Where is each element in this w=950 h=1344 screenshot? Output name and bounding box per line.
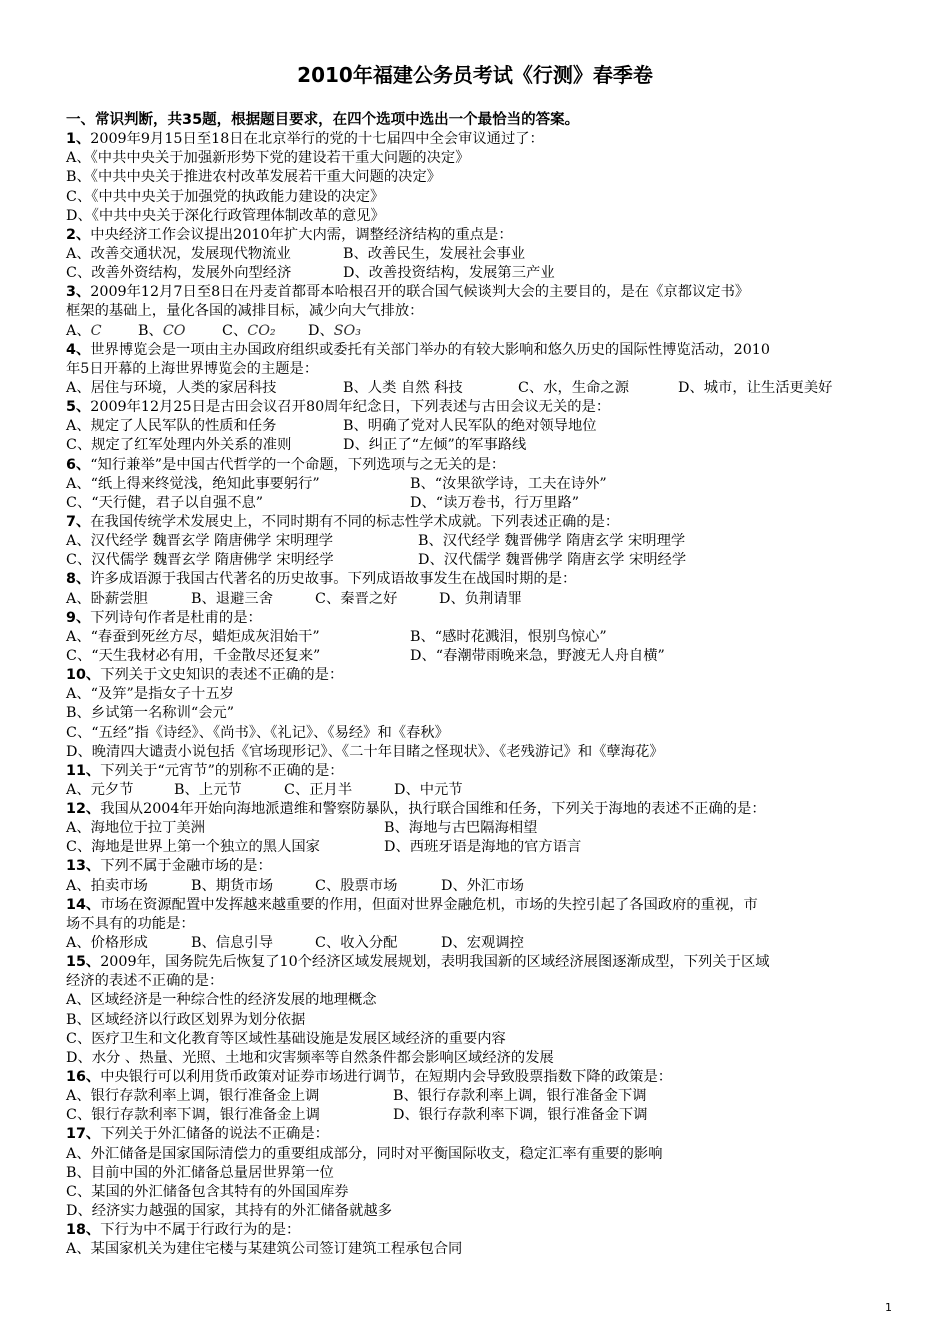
page-number: 1	[885, 1301, 892, 1314]
option: A、《中共中央关于加强新形势下党的建设若干重大问题的决定》	[66, 150, 470, 167]
question-number: 9、	[66, 609, 91, 626]
option: D、改善投资结构，发展第三产业	[343, 265, 555, 282]
option: B、改善民生，发展社会事业	[343, 245, 526, 262]
option: C、“五经”指《诗经》、《尚书》、《礼记》、《易经》和《春秋》	[66, 724, 449, 741]
chem-formula: CO	[162, 322, 186, 339]
question-stem: 15、2009年，国务院先后恢复了10个经济区域发展规划，表明我国新的区域经济展图逐渐成型，下列关于区域	[66, 954, 770, 971]
option: C、CO₂	[222, 322, 276, 339]
question-stem: 5、2009年12月25日是古田会议召开80周年纪念日，下列表述与古田会议无关的是：	[66, 399, 611, 416]
option: D、“春潮带雨晚来急，野渡无人舟自横”	[410, 647, 665, 664]
question-number: 7、	[66, 513, 91, 530]
option: C、收入分配	[315, 935, 398, 952]
option: B、银行存款利率上调，银行准备金下调	[393, 1088, 647, 1105]
option: D、西班牙语是海地的官方语言	[384, 839, 582, 856]
question-stem: 11、下列关于“元宵节”的别称不正确的是：	[66, 762, 344, 779]
question-stem: 9、下列诗句作者是杜甫的是：	[66, 609, 262, 626]
question-number: 2、	[66, 226, 91, 243]
option: A、区域经济是一种综合性的经济发展的地理概念	[66, 992, 377, 1009]
option: B、海地与古巴隔海相望	[384, 820, 538, 837]
option: B、上元节	[174, 781, 242, 798]
question-number: 4、	[66, 341, 91, 358]
option: A、C	[66, 322, 102, 339]
option-row	[66, 628, 888, 647]
question-stem-cont: 场不具有的功能是：	[66, 915, 195, 932]
option: C、某国的外汇储备包含其特有的外国国库券	[66, 1183, 349, 1200]
question-list	[66, 111, 888, 1259]
option: B、CO	[138, 322, 186, 339]
question-number: 1、	[66, 131, 91, 148]
option: B、人类 自然 科技	[343, 379, 463, 396]
option-row	[66, 551, 888, 570]
option: C、秦晋之好	[315, 590, 398, 607]
option: B、明确了党对人民军队的绝对领导地位	[343, 418, 597, 435]
question-stem: 3、2009年12月7日至8日在丹麦首都哥本哈根召开的联合国气候谈判大会的主要目的，是在《京都议定书》	[66, 284, 750, 301]
option: A、海地位于拉丁美洲	[66, 820, 205, 837]
option-row	[66, 475, 888, 494]
option: A、规定了人民军队的性质和任务	[66, 418, 277, 435]
option: C、“天行健，君子以自强不息”	[66, 494, 264, 511]
option: A、卧薪尝胆	[66, 590, 148, 607]
option: B、期货市场	[191, 877, 273, 894]
question-stem: 6、“知行兼举”是中国古代哲学的一个命题，下列选项与之无关的是：	[66, 456, 506, 473]
option: C、规定了红军处理内外关系的准则	[66, 437, 292, 454]
question-stem: 7、在我国传统学术发展史上，不同时期有不同的标志性学术成就。下列表述正确的是：	[66, 513, 620, 530]
chem-formula: CO₂	[247, 322, 276, 339]
question-number: 3、	[66, 284, 91, 301]
question-stem-cont: 年5日开幕的上海世界博览会的主题是：	[66, 360, 319, 377]
option: A、价格形成	[66, 935, 148, 952]
question-stem: 16、中央银行可以利用货币政策对证券市场进行调节，在短期内会导致股票指数下降的政策是：	[66, 1069, 673, 1086]
option: A、“及笄”是指女子十五岁	[66, 686, 234, 703]
question-stem: 1、2009年9月15日至18日在北京举行的党的十七届四中全会审议通过了：	[66, 131, 544, 148]
question-stem: 10、下列关于文史知识的表述不正确的是：	[66, 667, 344, 684]
question-stem-cont: 框架的基础上，量化各国的减排目标，减少向大气排放：	[66, 303, 424, 320]
section-header: 一、常识判断，共35题，根据题目要求，在四个选项中选出一个最恰当的答案。	[66, 112, 580, 128]
option: A、某国家机关为建住宅楼与某建筑公司签订建筑工程承包合同	[66, 1241, 463, 1258]
option-row	[66, 934, 888, 953]
question-number: 13、	[66, 858, 101, 875]
option: C、“天生我材必有用，千金散尽还复来”	[66, 647, 321, 664]
question-number: 12、	[66, 801, 101, 818]
option: A、汉代经学 魏晋玄学 隋唐佛学 宋明理学	[66, 533, 334, 550]
option: C、医疗卫生和文化教育等区域性基础设施是发展区域经济的重要内容	[66, 1030, 506, 1047]
option: D、城市，让生活更美好	[678, 379, 833, 396]
option-row	[66, 245, 888, 264]
option: D、水分 、热量、光照、土地和灾害频率等自然条件都会影响区域经济的发展	[66, 1049, 554, 1066]
question-stem: 2、中央经济工作会议提出2010年扩大内需，调整经济结构的重点是：	[66, 226, 513, 243]
option-row	[66, 781, 888, 800]
question-stem: 8、许多成语源于我国古代著名的历史故事。下列成语故事发生在战国时期的是：	[66, 571, 577, 588]
option: D、“读万卷书，行万里路”	[410, 494, 580, 511]
option-row	[66, 1087, 888, 1106]
option: B、目前中国的外汇储备总量居世界第一位	[66, 1164, 334, 1181]
option: A、“纸上得来终觉浅，绝知此事要躬行”	[66, 475, 320, 492]
option-row	[66, 647, 888, 666]
question-number: 11、	[66, 762, 101, 779]
question-stem: 12、我国从2004年开始向海地派遣维和警察防暴队，执行联合国维和任务，下列关于海地的表述不正确的是：	[66, 801, 766, 818]
option-row	[66, 494, 888, 513]
question-number: 17、	[66, 1126, 101, 1143]
option: A、银行存款利率上调，银行准备金上调	[66, 1088, 320, 1105]
option: C、股票市场	[315, 877, 398, 894]
question-number: 15、	[66, 954, 101, 971]
option: B、退避三舍	[191, 590, 273, 607]
question-stem: 14、市场在资源配置中发挥越来越重要的作用，但面对世界金融危机，市场的失控引起了各国政府的重视，市	[66, 896, 758, 913]
question-stem: 4、世界博览会是一项由主办国政府组织或委托有关部门举办的有较大影响和悠久历史的国际性博览活动，2010	[66, 341, 770, 358]
option-row	[66, 532, 888, 551]
option: C、水，生命之源	[518, 379, 630, 396]
option: A、“春蚕到死丝方尽，蜡炬成灰泪始干”	[66, 628, 320, 645]
question-number: 5、	[66, 399, 91, 416]
option-row	[66, 590, 888, 609]
question-stem-cont: 经济的表述不正确的是：	[66, 973, 224, 990]
option: D、SO₃	[308, 322, 362, 339]
question-number: 6、	[66, 456, 91, 473]
option: D、中元节	[394, 781, 463, 798]
question-number: 16、	[66, 1069, 101, 1086]
option: B、“感时花溅泪，恨别鸟惊心”	[410, 628, 607, 645]
option: D、外汇市场	[441, 877, 524, 894]
option-row	[66, 436, 888, 455]
option: D、经济实力越强的国家，其持有的外汇储备就越多	[66, 1203, 392, 1220]
chem-formula: C	[90, 322, 102, 339]
option: D、银行存款利率下调，银行准备金下调	[393, 1107, 648, 1124]
option: D、负荆请罪	[439, 590, 522, 607]
option-row	[66, 819, 888, 838]
option-row	[66, 877, 888, 896]
option: C、正月半	[284, 781, 353, 798]
option: D、晚清四大谴责小说包括《官场现形记》、《二十年目睹之怪现状》、《老残游记》和《孽海花》	[66, 743, 664, 760]
option: A、外汇储备是国家国际清偿力的重要组成部分，同时对平衡国际收支，稳定汇率有重要的影响	[66, 1145, 663, 1162]
option: B、信息引导	[191, 935, 273, 952]
question-number: 14、	[66, 896, 101, 913]
option: B、乡试第一名称训“会元”	[66, 705, 235, 722]
question-number: 18、	[66, 1222, 101, 1239]
option-row	[66, 838, 888, 857]
option: D、《中共中央关于深化行政管理体制改革的意见》	[66, 207, 385, 224]
question-stem: 18、下行为中不属于行政行为的是：	[66, 1222, 301, 1239]
option: A、元夕节	[66, 781, 134, 798]
option-row	[66, 417, 888, 436]
option: C、《中共中央关于加强党的执政能力建设的决定》	[66, 188, 385, 205]
option: D、汉代儒学 魏晋佛学 隋唐玄学 宋明经学	[418, 552, 687, 569]
option: C、银行存款利率下调，银行准备金上调	[66, 1107, 320, 1124]
option: B、“汝果欲学诗，工夫在诗外”	[410, 475, 607, 492]
option-row	[66, 1106, 888, 1125]
option: A、改善交通状况，发展现代物流业	[66, 245, 291, 262]
option: C、汉代儒学 魏晋玄学 隋唐佛学 宋明经学	[66, 552, 334, 569]
question-stem: 13、下列不属于金融市场的是：	[66, 858, 272, 875]
chem-formula: SO₃	[333, 322, 362, 339]
option-row	[66, 379, 888, 398]
option: A、拍卖市场	[66, 877, 148, 894]
option: D、宏观调控	[441, 935, 524, 952]
option: A、居住与环境，人类的家居科技	[66, 379, 277, 396]
question-number: 8、	[66, 571, 91, 588]
question-stem: 17、下列关于外汇储备的说法不正确是：	[66, 1126, 329, 1143]
option-row	[66, 264, 888, 283]
page-title: 2010年福建公务员考试《行测》春季卷	[297, 63, 653, 87]
option: D、纠正了“左倾”的军事路线	[343, 437, 527, 454]
option: B、《中共中央关于推进农村改革发展若干重大问题的决定》	[66, 169, 442, 186]
question-number: 10、	[66, 667, 101, 684]
option: C、改善外资结构，发展外向型经济	[66, 265, 292, 282]
option: B、区域经济以行政区划界为划分依据	[66, 1011, 306, 1028]
option: B、汉代经学 魏晋佛学 隋唐玄学 宋明理学	[418, 533, 686, 550]
option: C、海地是世界上第一个独立的黑人国家	[66, 839, 320, 856]
option-row	[66, 322, 888, 341]
